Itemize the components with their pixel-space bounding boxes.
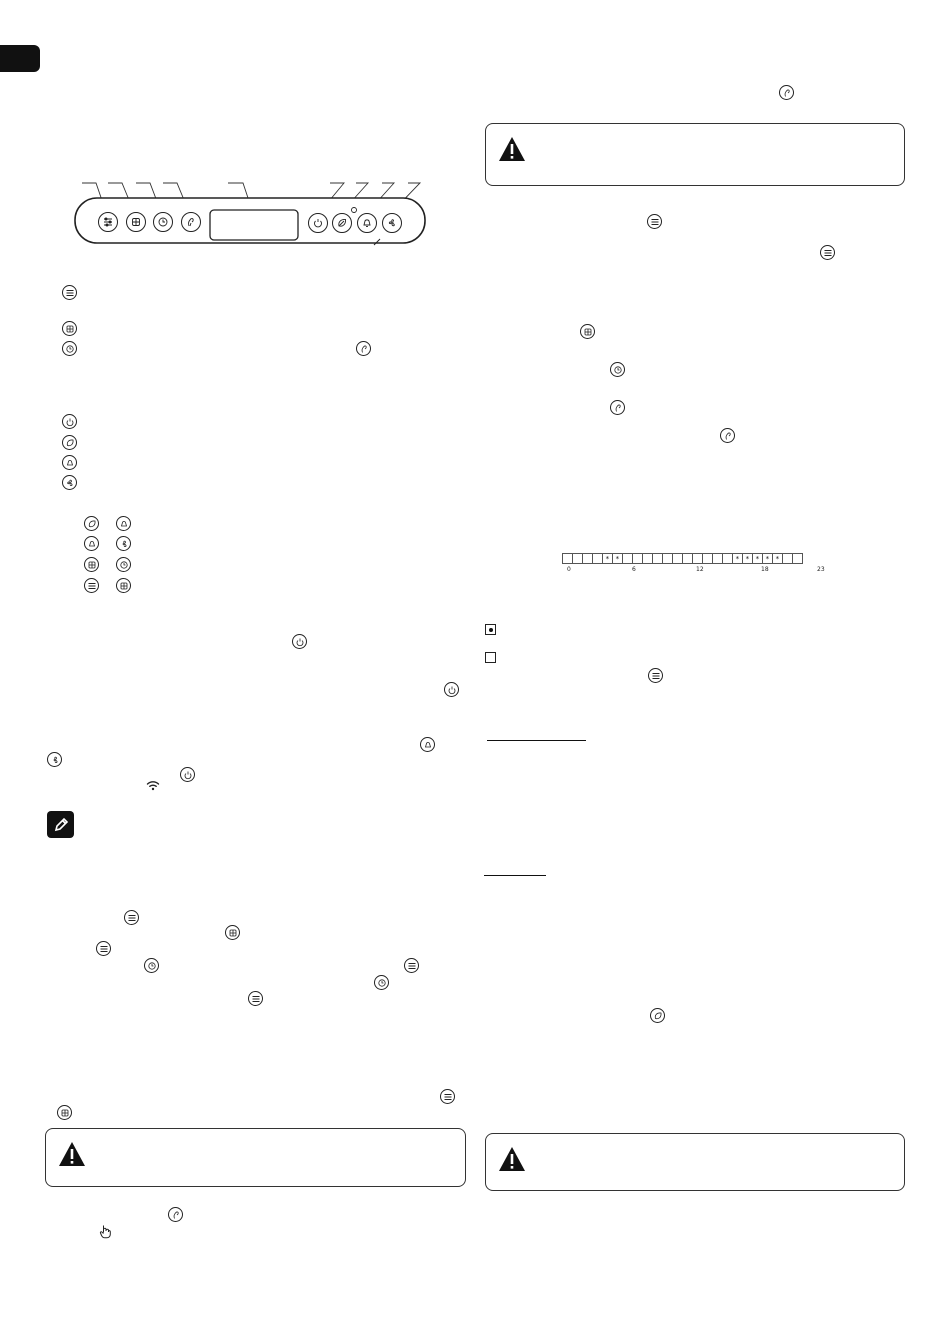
bell-icon	[116, 516, 131, 531]
hand-pointer-icon	[99, 1224, 112, 1239]
panel-clock-icon	[153, 212, 173, 232]
timeline-hour-cell: *	[732, 553, 743, 564]
panel-grid-icon	[126, 212, 146, 232]
clock-icon	[144, 958, 159, 973]
clock-icon	[62, 341, 77, 356]
hand-icon	[610, 400, 625, 415]
mode-sliders-icon	[62, 285, 77, 300]
warning-box	[45, 1128, 466, 1187]
timeline-tick-label: 0	[567, 566, 571, 573]
fan-icon	[62, 475, 77, 490]
leaf-icon	[84, 516, 99, 531]
bell-icon	[62, 455, 77, 470]
power-icon	[180, 767, 195, 782]
timeline-tick-label: 6	[632, 566, 636, 573]
grid-icon	[580, 324, 595, 339]
mode-sliders-icon	[84, 578, 99, 593]
mode-sliders-icon	[820, 245, 835, 260]
grid-icon	[84, 557, 99, 572]
warning-triangle-icon	[498, 1146, 526, 1172]
panel-leaf-icon	[332, 213, 352, 233]
warning-box	[485, 123, 905, 186]
mode-sliders-icon	[647, 214, 662, 229]
timeline-hour-cell: *	[772, 553, 783, 564]
warning-triangle-icon	[498, 136, 526, 162]
timeline-tick-label: 12	[696, 566, 704, 573]
mode-sliders-icon	[404, 958, 419, 973]
bell-icon	[84, 536, 99, 551]
timeline-hour-cell: *	[602, 553, 613, 564]
timeline-hour-cell: *	[752, 553, 763, 564]
timeline-tick-label: 23	[817, 566, 825, 573]
mode-sliders-icon	[124, 910, 139, 925]
pencil-note-icon	[47, 811, 74, 838]
section-heading-underline	[484, 875, 546, 876]
bell-icon	[420, 737, 435, 752]
warning-triangle-icon	[58, 1141, 86, 1167]
section-heading-underline	[487, 740, 586, 741]
mode-sliders-icon	[648, 668, 663, 683]
leaf-icon	[62, 435, 77, 450]
hand-icon	[168, 1207, 183, 1222]
grid-icon	[116, 578, 131, 593]
hour-timeline	[562, 553, 802, 564]
panel-bell-icon	[357, 213, 377, 233]
mode-sliders-icon	[96, 941, 111, 956]
language-tab	[0, 45, 40, 72]
fan-icon	[116, 536, 131, 551]
warning-box	[485, 1133, 905, 1191]
wifi-icon	[146, 780, 160, 791]
timeline-hour-cell: *	[742, 553, 753, 564]
clock-icon	[610, 362, 625, 377]
panel-mode-icon	[98, 212, 118, 232]
clock-icon	[374, 975, 389, 990]
clock-icon	[116, 557, 131, 572]
leaf-icon	[650, 1008, 665, 1023]
panel-power-icon	[308, 213, 328, 233]
inactive-hour-legend	[485, 652, 496, 663]
panel-fan-icon	[382, 213, 402, 233]
power-icon	[62, 414, 77, 429]
timeline-hour-cell: *	[762, 553, 773, 564]
hand-icon	[720, 428, 735, 443]
power-icon	[444, 682, 459, 697]
mode-sliders-icon	[248, 991, 263, 1006]
fan-icon	[47, 752, 62, 767]
power-icon	[292, 634, 307, 649]
grid-icon	[62, 321, 77, 336]
panel-hand-icon	[181, 212, 201, 232]
active-hour-legend	[485, 624, 496, 635]
timeline-tick-label: 18	[761, 566, 769, 573]
hand-icon	[779, 85, 794, 100]
grid-icon	[57, 1105, 72, 1120]
mode-sliders-icon	[440, 1089, 455, 1104]
timeline-hour-cell: *	[612, 553, 623, 564]
hand-icon	[356, 341, 371, 356]
timeline-hour-cell	[792, 553, 803, 564]
grid-icon	[225, 925, 240, 940]
